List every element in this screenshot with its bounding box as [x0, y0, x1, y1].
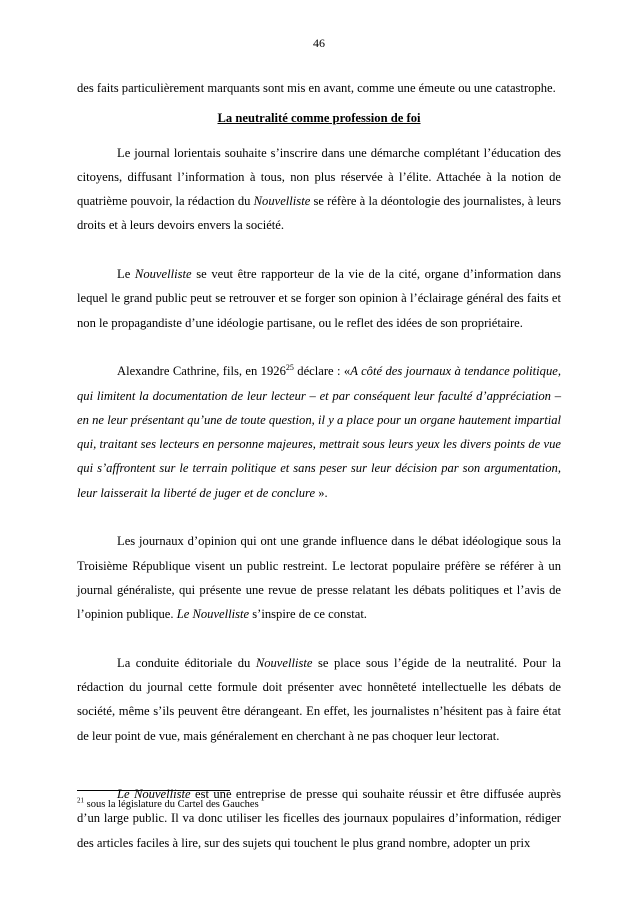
paragraph-4: Les journaux d’opinion qui ont une grande influence dans le débat idéologique sous la Troisième République visent un public restreint. Le lectorat populaire préfère se référer à un journal généraliste, qui présente une revue de presse relatant les débats politiques et l’avis de l’opinion publique. Le Nouvelliste s’inspire de ce constat. — [77, 534, 561, 622]
paragraph-6: Le Nouvelliste est une entreprise de presse qui souhaite réussir et être diffusée auprès d’un large public. Il va donc utiliser les ficelles des journaux populaires d’information, rédiger des articles faciles à lire, sur des sujets qui touchent le plus grand nombre, adopter un prix — [77, 787, 561, 850]
footnote-ref: 25 — [285, 363, 294, 373]
section-heading: La neutralité comme profession de foi — [217, 111, 421, 126]
footnote-text: sous la législature du Cartel des Gauches — [84, 799, 259, 810]
document-body — [77, 76, 561, 855]
quotation: A côté des journaux à tendance politique, qui limitent la documentation de leur lecteur – et par conséquent leur faculté d’appréciation – en ne leur présentant qu’une de toute question, il y a place pour un organe hautement impartial qui, traitant ses lecteurs en personne majeures, mettrait sous leurs yeux les divers points de vue qui s’affrontent sur le terrain politique et sans peser sur leur décision par son argumentation, leur laisserait la liberté de juger et de conclure — [77, 364, 561, 500]
paragraph-intro: des faits particulièrement marquants sont mis en avant, comme une émeute ou une catastrophe. — [77, 81, 556, 95]
footnote-separator — [77, 790, 230, 791]
paragraph-3: Alexandre Cathrine, fils, en 1926$^{25}$ déclare : «A côté des journaux à tendance politique, qui limitent la documentation de leur lecteur – et par conséquent leur faculté d’appréciation – en ne leur présentant qu’une de toute question, il y a place pour un organe hautement impartial qui, traitant ses lecteurs en personne majeures, mettrait sous leurs yeux les divers points de vue qui s’affrontent sur le terrain politique et sans peser sur leur décision par son argumentation, leur laisserait la liberté de juger et de conclure ». — [77, 363, 561, 500]
paragraph-1: Le journal lorientais souhaite s’inscrire dans une démarche complétant l’éducation des citoyens, diffusant l’information à tous, non plus réservée à l’élite. Attachée à la notion de quatrième pouvoir, la rédaction du Nouvelliste se réfère à la déontologie des journalistes, à leurs droits et à leurs devoirs envers la société. — [77, 145, 561, 233]
paragraph-2: Le Nouvelliste se veut être rapporteur de la vie de la cité, organe d’information dans lequel le grand public peut se retrouver et se forger son opinion à l’éclairage général des faits et non le propagandiste d’une idéologie partisane, ou le reflet des idées de son propriétaire. — [77, 267, 561, 330]
page-number: 46 — [313, 36, 325, 50]
paragraph-5: La conduite éditoriale du Nouvelliste se place sous l’égide de la neutralité. Pour la rédaction du journal cette formule doit présenter avec honnêteté intellectuelle les débats de société, même s’ils peuvent être dérangeant. En effet, les journalistes n’hésitent pas à faire état de leur point de vue, mais généralement en cherchant à ne pas choquer leur lectorat. — [77, 655, 561, 743]
footnote — [77, 796, 561, 810]
footnote-number: 21 — [77, 796, 84, 805]
